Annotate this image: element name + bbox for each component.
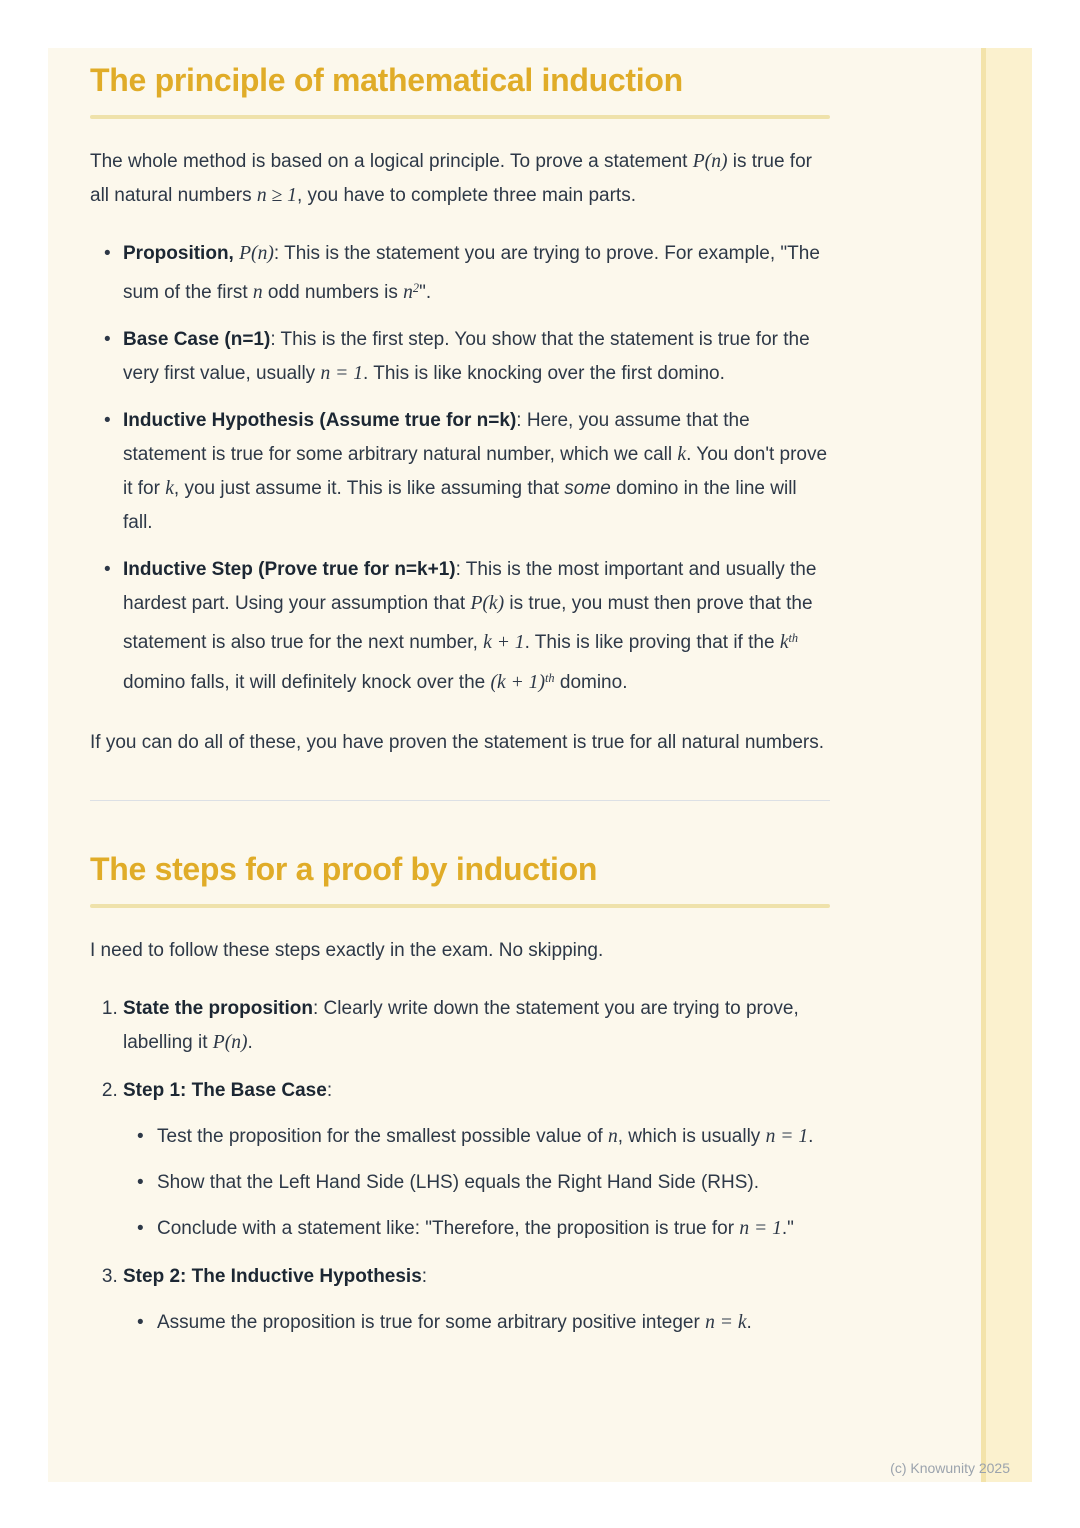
bullet-item	[123, 323, 830, 391]
steps-list	[90, 992, 830, 1340]
bullet-text: Proposition, P(n): This is the statement you are trying to prove. For example, "The sum of the first n odd numbers is $n^2$".	[123, 243, 820, 304]
outro-paragraph: If you can do all of these, you have proven the statement is true for all natural numbers.	[90, 731, 825, 753]
step-text: Step 2: The Inductive Hypothesis:	[123, 1265, 428, 1287]
bullet-item	[123, 404, 830, 540]
step-text: Step 1: The Base Case:	[123, 1079, 333, 1101]
substep-text: Conclude with a statement like: "Therefore, the proposition is true for n = 1."	[157, 1217, 794, 1239]
document-content	[90, 60, 830, 1340]
bullet-item	[123, 553, 830, 699]
substep-item	[157, 1306, 830, 1340]
section-title-steps: The steps for a proof by induction	[90, 850, 598, 887]
title-underline	[90, 115, 830, 119]
steps-intro-paragraph: I need to follow these steps exactly in the exam. No skipping.	[90, 939, 604, 961]
accent-strip	[981, 48, 1032, 1482]
substep-item	[157, 1120, 830, 1154]
intro-paragraph: The whole method is based on a logical principle. To prove a statement P(n) is true for all natural numbers n ≥ 1, you have to complete three main parts.	[90, 151, 812, 206]
substep-list	[123, 1120, 830, 1246]
bullet-item	[123, 237, 830, 310]
substep-text: Assume the proposition is true for some arbitrary positive integer n = k.	[157, 1311, 752, 1333]
document-sheet	[48, 48, 1032, 1482]
bullet-text: Inductive Step (Prove true for n=k+1): This is the most important and usually the hardest part. Using your assumption that P(k) is true, you must then prove that the statement is also true for the next number, k + 1. This is like proving that if the $k^{th}$ domino falls, it will definitely knock over the $(k + 1)^{th}$ domino.	[123, 559, 817, 693]
copyright-watermark: (c) Knowunity 2025	[890, 1460, 1010, 1476]
step-text: State the proposition: Clearly write down the statement you are trying to prove, labelling it P(n).	[123, 997, 799, 1053]
bullet-text: Inductive Hypothesis (Assume true for n=k): Here, you assume that the statement is true for some arbitrary natural number, which we call k. You don't prove it for k, you just assume it. This is like assuming that some domino in the line will fall.	[123, 410, 828, 534]
bullet-text: Base Case (n=1): This is the first step. You show that the statement is true for the very first value, usually n = 1. This is like knocking over the first domino.	[123, 329, 810, 385]
section-divider	[90, 800, 830, 801]
step-item	[123, 1260, 830, 1340]
substep-item	[157, 1166, 830, 1200]
title-underline	[90, 904, 830, 908]
step-item	[123, 992, 830, 1060]
substep-item	[157, 1212, 830, 1246]
substep-text: Show that the Left Hand Side (LHS) equals the Right Hand Side (RHS).	[157, 1171, 759, 1193]
substep-text: Test the proposition for the smallest possible value of n, which is usually n = 1.	[157, 1125, 814, 1147]
substep-list	[123, 1306, 830, 1340]
section-title-principle: The principle of mathematical induction	[90, 62, 683, 98]
bullet-list	[90, 237, 830, 700]
step-item	[123, 1074, 830, 1246]
